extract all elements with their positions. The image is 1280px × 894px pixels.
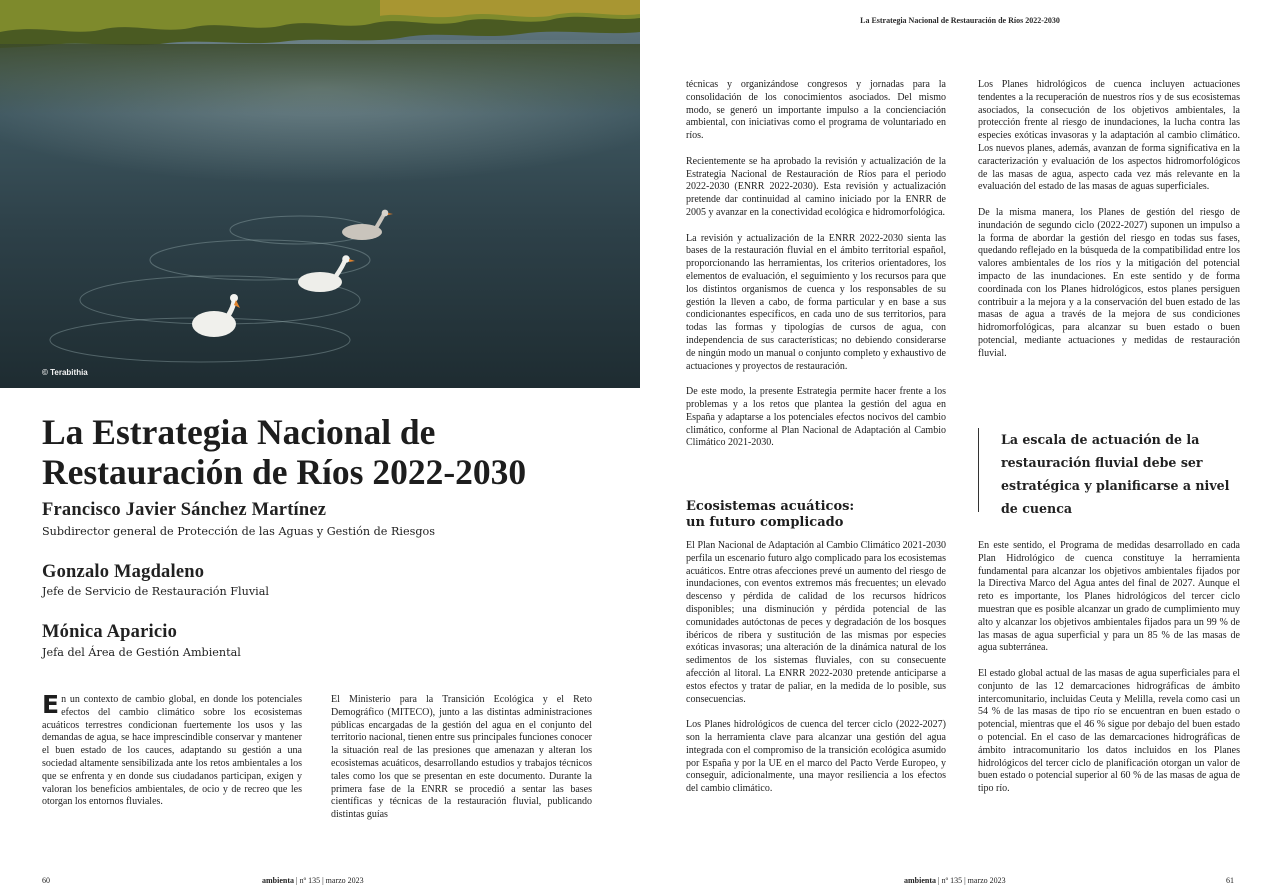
body-paragraph: En un contexto de cambio global, en donde los potenciales efectos del cambio climático sobre los ecosistemas acuáticos terrestres condicionan fuertemente los usos y las demandas de agua, se hace imprescindible conservar y mantener el buen estado de los cauces, adaptando su gestión a una sociedad altamente sensibilizada ante los retos ambientales a los que se enfrenta y en donde sus ciudadanos participan, exigen y valoran los beneficios ambientales, de ocio y de recreo que les otorgan los entornos fluviales. (42, 690, 302, 808)
body-paragraph: El estado global actual de las masas de agua superficiales para el conjunto de las 12 demarcaciones hidrográficas de ámbito intercomunitario, incluidas Ceuta y Melilla, revela como casi un 54 % de las masas de tipo río se encuentran en buen estado o potencial, mientras que el 46 % sigue por debajo del buen estado o potencial. En el caso de las demarcaciones hidrográficas de ámbito intracomunitario los datos incluidos en los Planes hidrológicos del tercer ciclo de planificación otorgan un valor de buen estado o potencial superior al 60 % de las masas de agua de tipo río. (978, 667, 1240, 795)
author-role: Subdirector general de Protección de las Aguas y Gestión de Riesgos (42, 525, 435, 538)
body-column-2 (331, 694, 592, 822)
body-paragraph: El Ministerio para la Transición Ecológica y el Reto Demográfico (MITECO), junto a las distintas administraciones públicas encargadas de la gestión del agua en el conjunto del territorio nacional, tienen entre sus principales funciones conocer la situación real de las presiones que amenazan y alteran los ecosistemas acuáticos, desarrollando estudios y trabajos técnicos tales como los que se presentan en este documento. Durante la primera fase de la ENRR se procedió a sentar las bases científicas y técnicas de la restauración fluvial, publicando distintas guías (331, 694, 593, 821)
title-line-1: La Estrategia Nacional de (42, 412, 436, 452)
footer-right: ambienta | nº 135 | marzo 2023 (904, 876, 1006, 885)
body-paragraph: La revisión y actualización de la ENRR 2022-2030 sienta las bases de la restauración fluvial en el ámbito territorial español, proporcionando las herramientas, los criterios orientadores, los elementos de evaluación, el seguimiento y los recursos para que los distintos organismos de cuenca y los responsables de su gestión la lleven a cabo, de forma particular y en base a sus condicionantes específicos, en cada uno de sus territorios, para todas las formas y tipologías de cursos de agua, con independencia de sus características; no debiendo considerarse de ningún modo un manual o conjunto completo y exhaustivo de actuaciones y proyectos de restauración. (686, 232, 946, 372)
body-column-3 (686, 79, 946, 450)
body-paragraph: Los Planes hidrológicos de cuenca incluyen actuaciones tendentes a la recuperación de nuestros ríos y de sus ecosistemas asociados, la consecución de los objetivos ambientales, la protección frente al riesgo de inundaciones, la lucha contra las especies exóticas invasoras y la adaptación al cambio climático. Los nuevos planes, además, avanzan de forma significativa en la caracterización y evaluación de los aspectos hidromorfológicos de las masas de agua, aspecto cada vez más relevante en la evaluación del estado de las masas de aguas superficiales. (978, 79, 1240, 193)
author-role: Jefa del Área de Gestión Ambiental (42, 646, 241, 659)
body-column-4b (978, 540, 1240, 796)
body-paragraph: Recientemente se ha aprobado la revisión y actualización de la Estrategia Nacional de Restauración de Ríos para el periodo 2022-2030 (ENRR 2022-2030). Esta revisión y actualización pretende dar continuidad al camino iniciado por la ENRR de 2005 y avanzar en la conectividad ecológica e hidromorfológica. (686, 155, 946, 218)
body-paragraph: De este modo, la presente Estrategia permite hacer frente a los problemas y a los retos que plantea la gestión del agua en España y adaptarse a los potenciales efectos nocivos del cambio climático, conforme al Plan Nacional de Adaptación al Cambio Climático 2021-2030. (686, 386, 946, 449)
title-line-2: Restauración de Ríos 2022-2030 (42, 452, 527, 492)
body-column-3b (686, 540, 946, 796)
article-title (42, 412, 632, 492)
drop-cap: E (42, 690, 60, 719)
author-name: Francisco Javier Sánchez Martínez (42, 500, 327, 520)
pull-quote: La escala de actuación de la restauración fluvial debe ser estratégica y planificarse a nivel de cuenca (978, 428, 1240, 512)
body-column-1 (42, 690, 302, 809)
body-paragraph: De la misma manera, los Planes de gestión del riesgo de inundación de segundo ciclo (2022-2027) suponen un impulso a la forma de abordar la gestión del riesgo en todas sus fases, quedando reflejado en la búsqueda de la compatibilidad entre los valores ambientales de los ríos y la mitigación del potencial impacto de las inundaciones. En este sentido y de forma coordinada con los Planes hidrológicos, estos planes persiguen contribuir a la mejora y a la conservación del buen estado de las masas de agua a través de la mejora de sus condiciones hidromorfológicas, para alcanzar su buen estado o buen potencial, mediante actuaciones y medidas de restauración fluvial. (978, 206, 1240, 359)
author-name: Mónica Aparicio (42, 622, 178, 642)
photo-credit: © Terabithia (42, 368, 88, 377)
body-column-4 (978, 79, 1240, 361)
body-paragraph: Los Planes hidrológicos de cuenca del tercer ciclo (2022-2027) son la herramienta clave para alcanzar una gestión del agua integrada con el compromiso de la transición ecológica asumido por España y por la UE en el marco del Pacto Verde Europeo, y conseguir, adicionalmente, una mayor resiliencia a los efectos del cambio climático. (686, 719, 946, 795)
river-photo (0, 0, 640, 388)
author-name: Gonzalo Magdaleno (42, 562, 205, 582)
author-role: Jefe de Servicio de Restauración Fluvial (42, 585, 269, 598)
page-number-right: 61 (1226, 876, 1234, 885)
page-number-left: 60 (42, 876, 50, 885)
running-head: La Estrategia Nacional de Restauración de Ríos 2022-2030 (860, 16, 1060, 25)
footer-left: ambienta | nº 135 | marzo 2023 (262, 876, 364, 885)
body-paragraph: El Plan Nacional de Adaptación al Cambio Climático 2021-2030 perfila un escenario futuro algo complicado para los ecosistemas acuáticos. Entre otras afecciones prevé un aumento del riesgo de inundaciones, con eventos extremos más frecuentes; un elevado descenso y pérdida de calidad de los recursos hídricos disponibles; una disminución y pérdida potencial de las comunidades autóctonas de peces y degradación de los bosques ibéricos de ribera y sustitución de las mismas por especies exóticas invasoras; una alteración de la dinámica natural de los sedimentos de los sistemas fluviales, con su consecuente afección al litoral. La ENRR 2022-2030 pretende anticiparse a estos efectos y tratar de paliar, en la medida de lo posible, sus consecuencias. (686, 540, 946, 705)
body-paragraph: técnicas y organizándose congresos y jornadas para la consolidación de los conocimientos asociados. Del mismo modo, se generó un importante impulso a la concienciación ambiental, con iniciativas como el programa de voluntariado en ríos. (686, 79, 946, 142)
body-paragraph: En este sentido, el Programa de medidas desarrollado en cada Plan Hidrológico de cuenca constituye la herramienta fundamental para alcanzar los objetivos ambientales fijados por la Directiva Marco del Agua antes del final de 2027. Aunque el reto es importante, los Planes hidrológicos del tercer ciclo muestran que es posible alcanzar un grado de cumplimiento muy alto y alcanzar los objetivos ambientales fijados para un 99 % de las masas de agua superficial y para un 85 % de las masas de agua subterránea. (978, 540, 1240, 654)
section-subhead: Ecosistemas acuáticos: un futuro complicado (686, 499, 855, 530)
